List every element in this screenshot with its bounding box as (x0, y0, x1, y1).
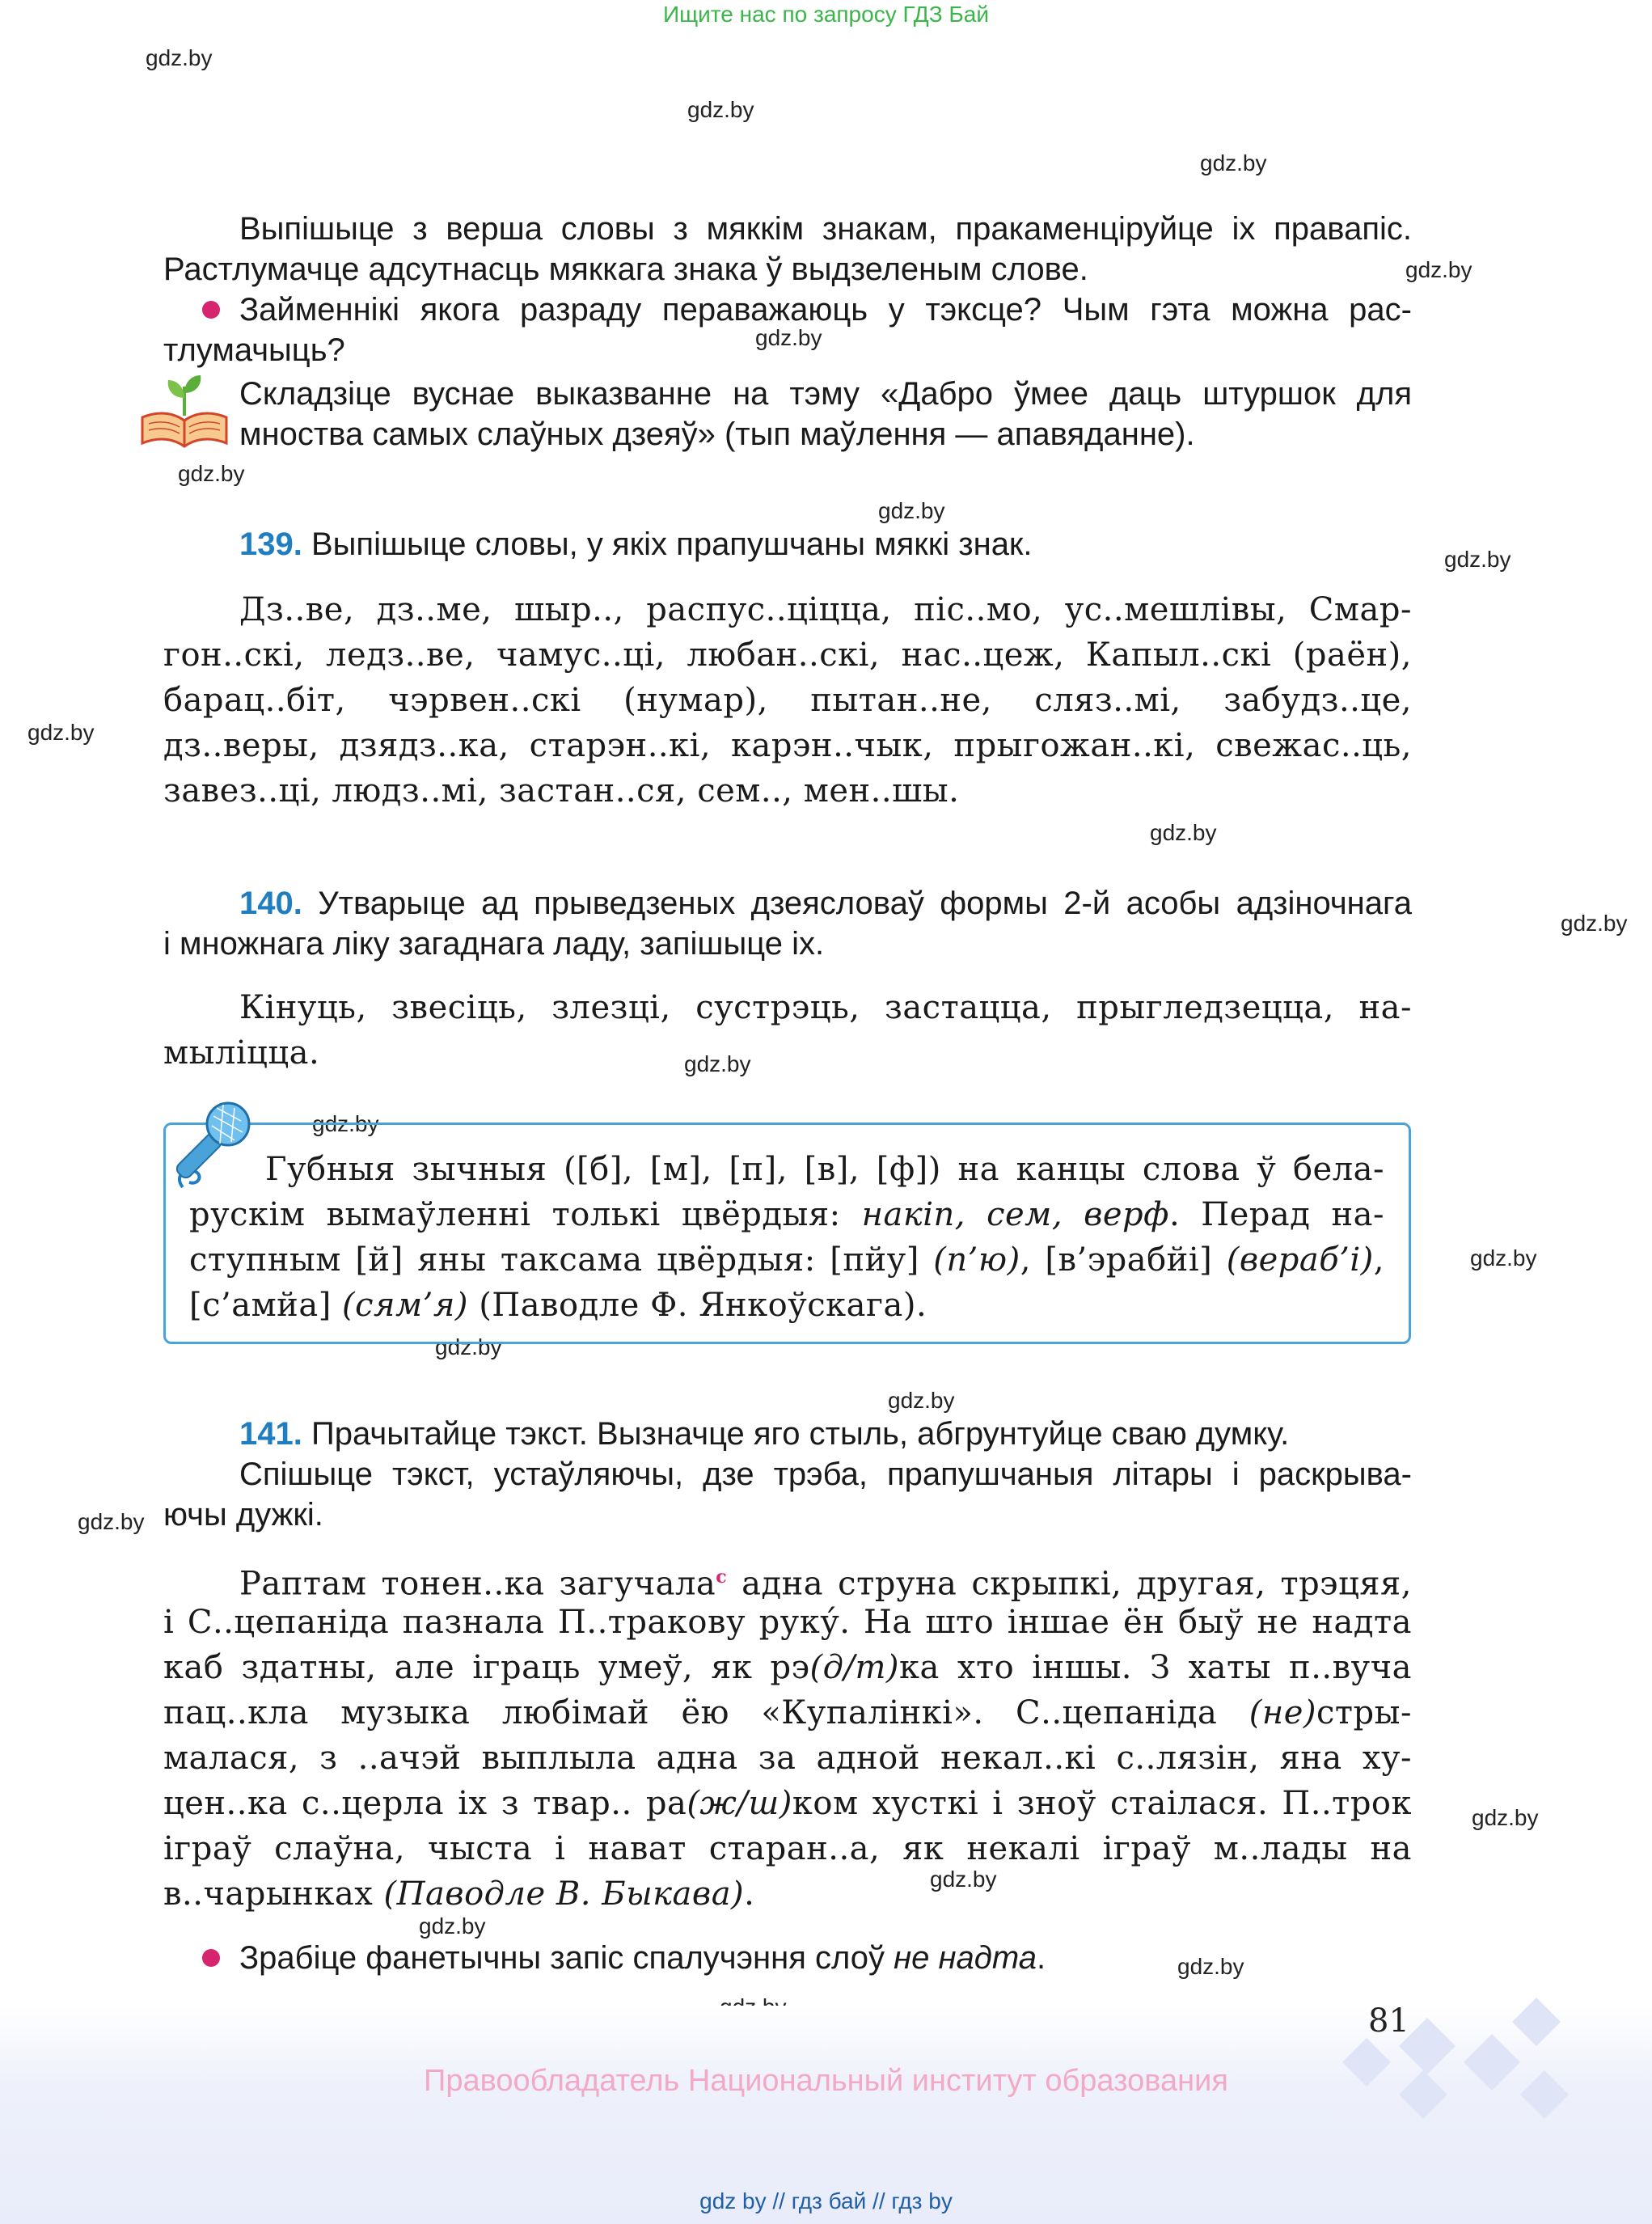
bullet-icon (202, 1949, 220, 1967)
watermark: gdz.by (1405, 257, 1472, 282)
watermark: gdz.by (1200, 150, 1267, 175)
exercise-number: 141. (239, 1416, 302, 1452)
exercise-task-text: Выпішыце словы, у якіх прапушчаны мяккі знак. (311, 526, 1033, 562)
watermark: gdz.by (178, 461, 245, 486)
task-a-line1: Выпішыце з верша словы з мяккім знакам, пракаменціруйце іх правапіс. (239, 211, 1412, 247)
text-segment: каб здатны, але іграць умеў, як рэ (163, 1649, 810, 1686)
text-segment: . (1037, 1940, 1046, 1976)
text-segment-italic: (не) (1249, 1694, 1316, 1731)
ex141-task-line2: Спішыце тэкст, устаўляючы, дзе трэба, прапушчаныя літары і раскрыва- (239, 1457, 1412, 1492)
text-segment-italic: (ж/ш) (687, 1785, 792, 1822)
text-segment: цен..ка с..церла іх з твар.. ра (163, 1785, 687, 1822)
watermark: gdz.by (878, 498, 945, 523)
task-b-line2: тлумачыць? (163, 332, 345, 368)
ex141-text-line4 (163, 1690, 1412, 1736)
watermark: gdz.by (1444, 547, 1511, 572)
rule-text: ступным [й] яны таксама цвёрдыя: [пйу] (189, 1241, 934, 1279)
rule-example: (сям’я) (342, 1287, 468, 1324)
ex141-text-line6 (163, 1781, 1412, 1826)
text-segment: . (744, 1875, 755, 1913)
exercise-number: 139. (239, 526, 302, 562)
rule-text: [с’амйа] (189, 1287, 343, 1324)
ex139-line5: завез..ці, людз..мі, застан..ся, сем.., мен..шы. (163, 772, 960, 810)
text-segment: Зрабіце фанетычны запіс спалучэння слоў (239, 1940, 894, 1976)
text-segment-italic: (Паводле В. Быкава) (383, 1875, 745, 1913)
task-c-line2: мноства самых слаўных дзеяў» (тып маўлення — апавяданне). (239, 416, 1195, 452)
watermark: gdz.by (78, 1509, 145, 1534)
exercise-task-text: Утварыце ад прыведзеных дзеясловаў формы 2-й асобы адзіночнага (318, 886, 1412, 921)
exercise-140-task (239, 883, 1412, 924)
ex140-task-line2: і множнага ліку загаднага ладу, запішыце іх. (163, 926, 825, 962)
ex140-line2: мыліцца. (163, 1034, 320, 1072)
rule-text: . Перад на- (1168, 1196, 1384, 1233)
watermark: gdz.by (312, 1111, 379, 1136)
text-segment: ком хусткі і зноў стаілася. П..трок (792, 1785, 1412, 1822)
text-segment: адна струна скрыпкі, другая, трэцяя, (727, 1565, 1412, 1603)
ex140-line1: Кінуць, звесіць, злезці, сустрэць, застацца, прыгледзецца, на- (239, 989, 1412, 1026)
ex141-text-line1 (239, 1554, 1412, 1606)
rule-line1: Губныя зычныя ([б], [м], [п], [в], [ф]) на канцы слова ў бела- (265, 1151, 1384, 1188)
ex141-text-line2: і С..цепаніда пазнала П..тракову руку́. На што іншае ён быў не надта (163, 1604, 1412, 1641)
bullet-icon (202, 301, 220, 319)
task-c-line1: Складзіце вуснае выказванне на тэму «Дабро ўмее даць штуршок для (239, 376, 1412, 412)
ex141-text-line5: малася, з ..ачэй выплыла адна за адной некал..кі с..лязін, яна ху- (163, 1740, 1412, 1777)
rule-example: накіп, сем, верф (861, 1196, 1169, 1233)
watermark: gdz.by (27, 720, 95, 745)
rule-example: (вераб’і) (1226, 1241, 1374, 1279)
rule-text: , [в’эрабйі] (1020, 1241, 1227, 1279)
watermark: gdz.by (1177, 1954, 1244, 1979)
rule-text: рускім вымаўленні толькі цвёрдыя: (189, 1196, 862, 1233)
watermark: gdz.by (146, 45, 213, 70)
book-sprout-icon (137, 374, 231, 454)
rule-text: , (1373, 1241, 1384, 1279)
text-segment: пац..кла музыка любімай ёю «Купалінкі». С..цепаніда (163, 1694, 1249, 1731)
rule-example: (п’ю) (933, 1241, 1020, 1279)
rule-line3 (189, 1237, 1384, 1283)
copyright-text: Правообладатель Национальный институт образования (424, 2064, 1228, 2098)
bottom-links[interactable]: gdz by // гдз бай // гдз by (699, 2188, 953, 2213)
text-segment-italic: (д/т) (809, 1649, 900, 1686)
ex141-text-line3 (163, 1645, 1412, 1690)
rule-line2 (189, 1192, 1384, 1237)
ex141-bullet-task (239, 1938, 1412, 1978)
exercise-number: 140. (239, 886, 302, 921)
watermark: gdz.by (1472, 1805, 1539, 1830)
task-a-line2: Растлумачце адсутнасць мяккага знака ў выдзеленым слове. (163, 252, 1088, 287)
exercise-141-task (239, 1414, 1412, 1454)
rule-text: (Паводле Ф. Янкоўскага). (467, 1287, 927, 1324)
text-segment-italic: не надта (894, 1940, 1037, 1976)
microphone-icon (167, 1097, 257, 1196)
exercise-139-task (239, 524, 1412, 564)
watermark: gdz.by (687, 97, 754, 122)
rule-line4 (189, 1283, 1384, 1328)
ex139-line1: Дз..ве, дз..ме, шыр.., распус..ціцца, піс..мо, ус..мешлівы, Смар- (239, 591, 1412, 628)
footnote-mark: с (716, 1567, 728, 1588)
page-number: 81 (1368, 2002, 1409, 2040)
ex139-line2: гон..скі, ледз..ве, чамус..ці, любан..скі, нас..цеж, Капыл..скі (раён), (163, 636, 1412, 674)
watermark: gdz.by (930, 1867, 997, 1892)
exercise-task-text: Прачытайце тэкст. Вызначце яго стыль, абгрунтуйце сваю думку. (311, 1416, 1290, 1452)
task-b-line1: Займеннікі якога разраду пераважаюць у тэксце? Чым гэта можна рас- (239, 292, 1412, 328)
ex139-line3: барац..біт, чэрвен..скі (нумар), пытан..не, сляз..мі, забудз..це, (163, 682, 1412, 719)
watermark: gdz.by (1470, 1245, 1537, 1271)
ex139-line4: дз..веры, дзядз..ка, старэн..кі, карэн..чык, прыгожан..кі, свежас..ць, (163, 727, 1412, 764)
text-segment: ка хто іншы. З хаты п..вуча (899, 1649, 1412, 1686)
watermark: gdz.by (435, 1334, 502, 1359)
watermark: gdz.by (1150, 820, 1217, 845)
ex141-text-line8 (163, 1871, 1412, 1917)
watermark: gdz.by (1561, 911, 1628, 936)
text-segment: в..чарынках (163, 1875, 384, 1913)
watermark: gdz.by (755, 325, 822, 350)
watermark: gdz.by (888, 1388, 955, 1413)
text-segment: Раптам тонен..ка загучала (239, 1565, 716, 1603)
top-banner: Ищите нас по запросу ГДЗ Бай (662, 2, 990, 27)
text-segment: стры- (1316, 1694, 1412, 1731)
ex141-text-line7: іграў слаўна, чыста і нават старан..а, як некалі іграў м..лады на (163, 1830, 1412, 1867)
watermark: gdz.by (419, 1913, 486, 1939)
ex141-task-line3: ючы дужкі. (163, 1497, 323, 1533)
watermark: gdz.by (684, 1051, 751, 1076)
